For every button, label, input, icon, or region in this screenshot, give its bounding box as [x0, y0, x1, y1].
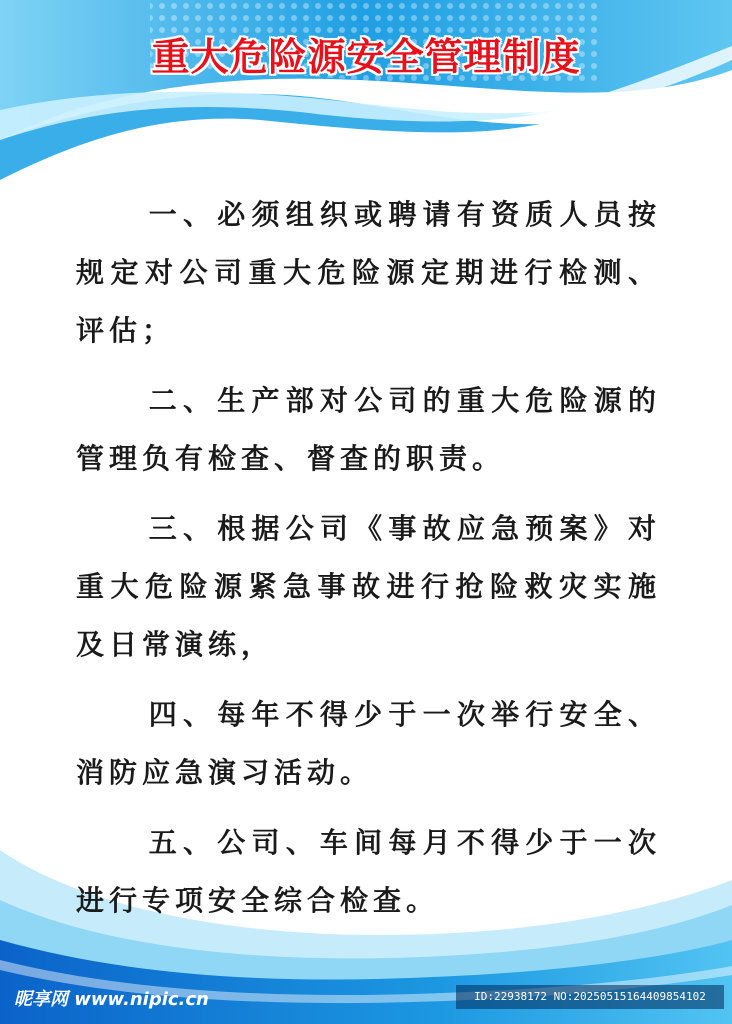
regulation-item-5: 五、公司、车间每月不得少于一次进行专项安全综合检查。 [76, 826, 661, 917]
regulation-item-2: 二、生产部对公司的重大危险源的管理负有检查、督查的职责。 [76, 384, 661, 475]
regulation-list [76, 186, 661, 942]
site-watermark: 昵享网 www.nipic.cn [14, 989, 209, 1010]
regulation-item-1: 一、必须组织或聘请有资质人员按规定对公司重大危险源定期进行检测、评估； [76, 198, 661, 347]
poster-title: 重大危险源安全管理制度 [151, 35, 581, 79]
regulation-item-4: 四、每年不得少于一次举行安全、消防应急演习活动。 [76, 698, 661, 789]
regulation-item-3: 三、根据公司《事故应急预案》对重大危险源紧急事故进行抢险救灾实施及日常演练， [76, 512, 661, 661]
image-id-label: ID:22938172 NO:20250515164409854102 [456, 985, 724, 1009]
